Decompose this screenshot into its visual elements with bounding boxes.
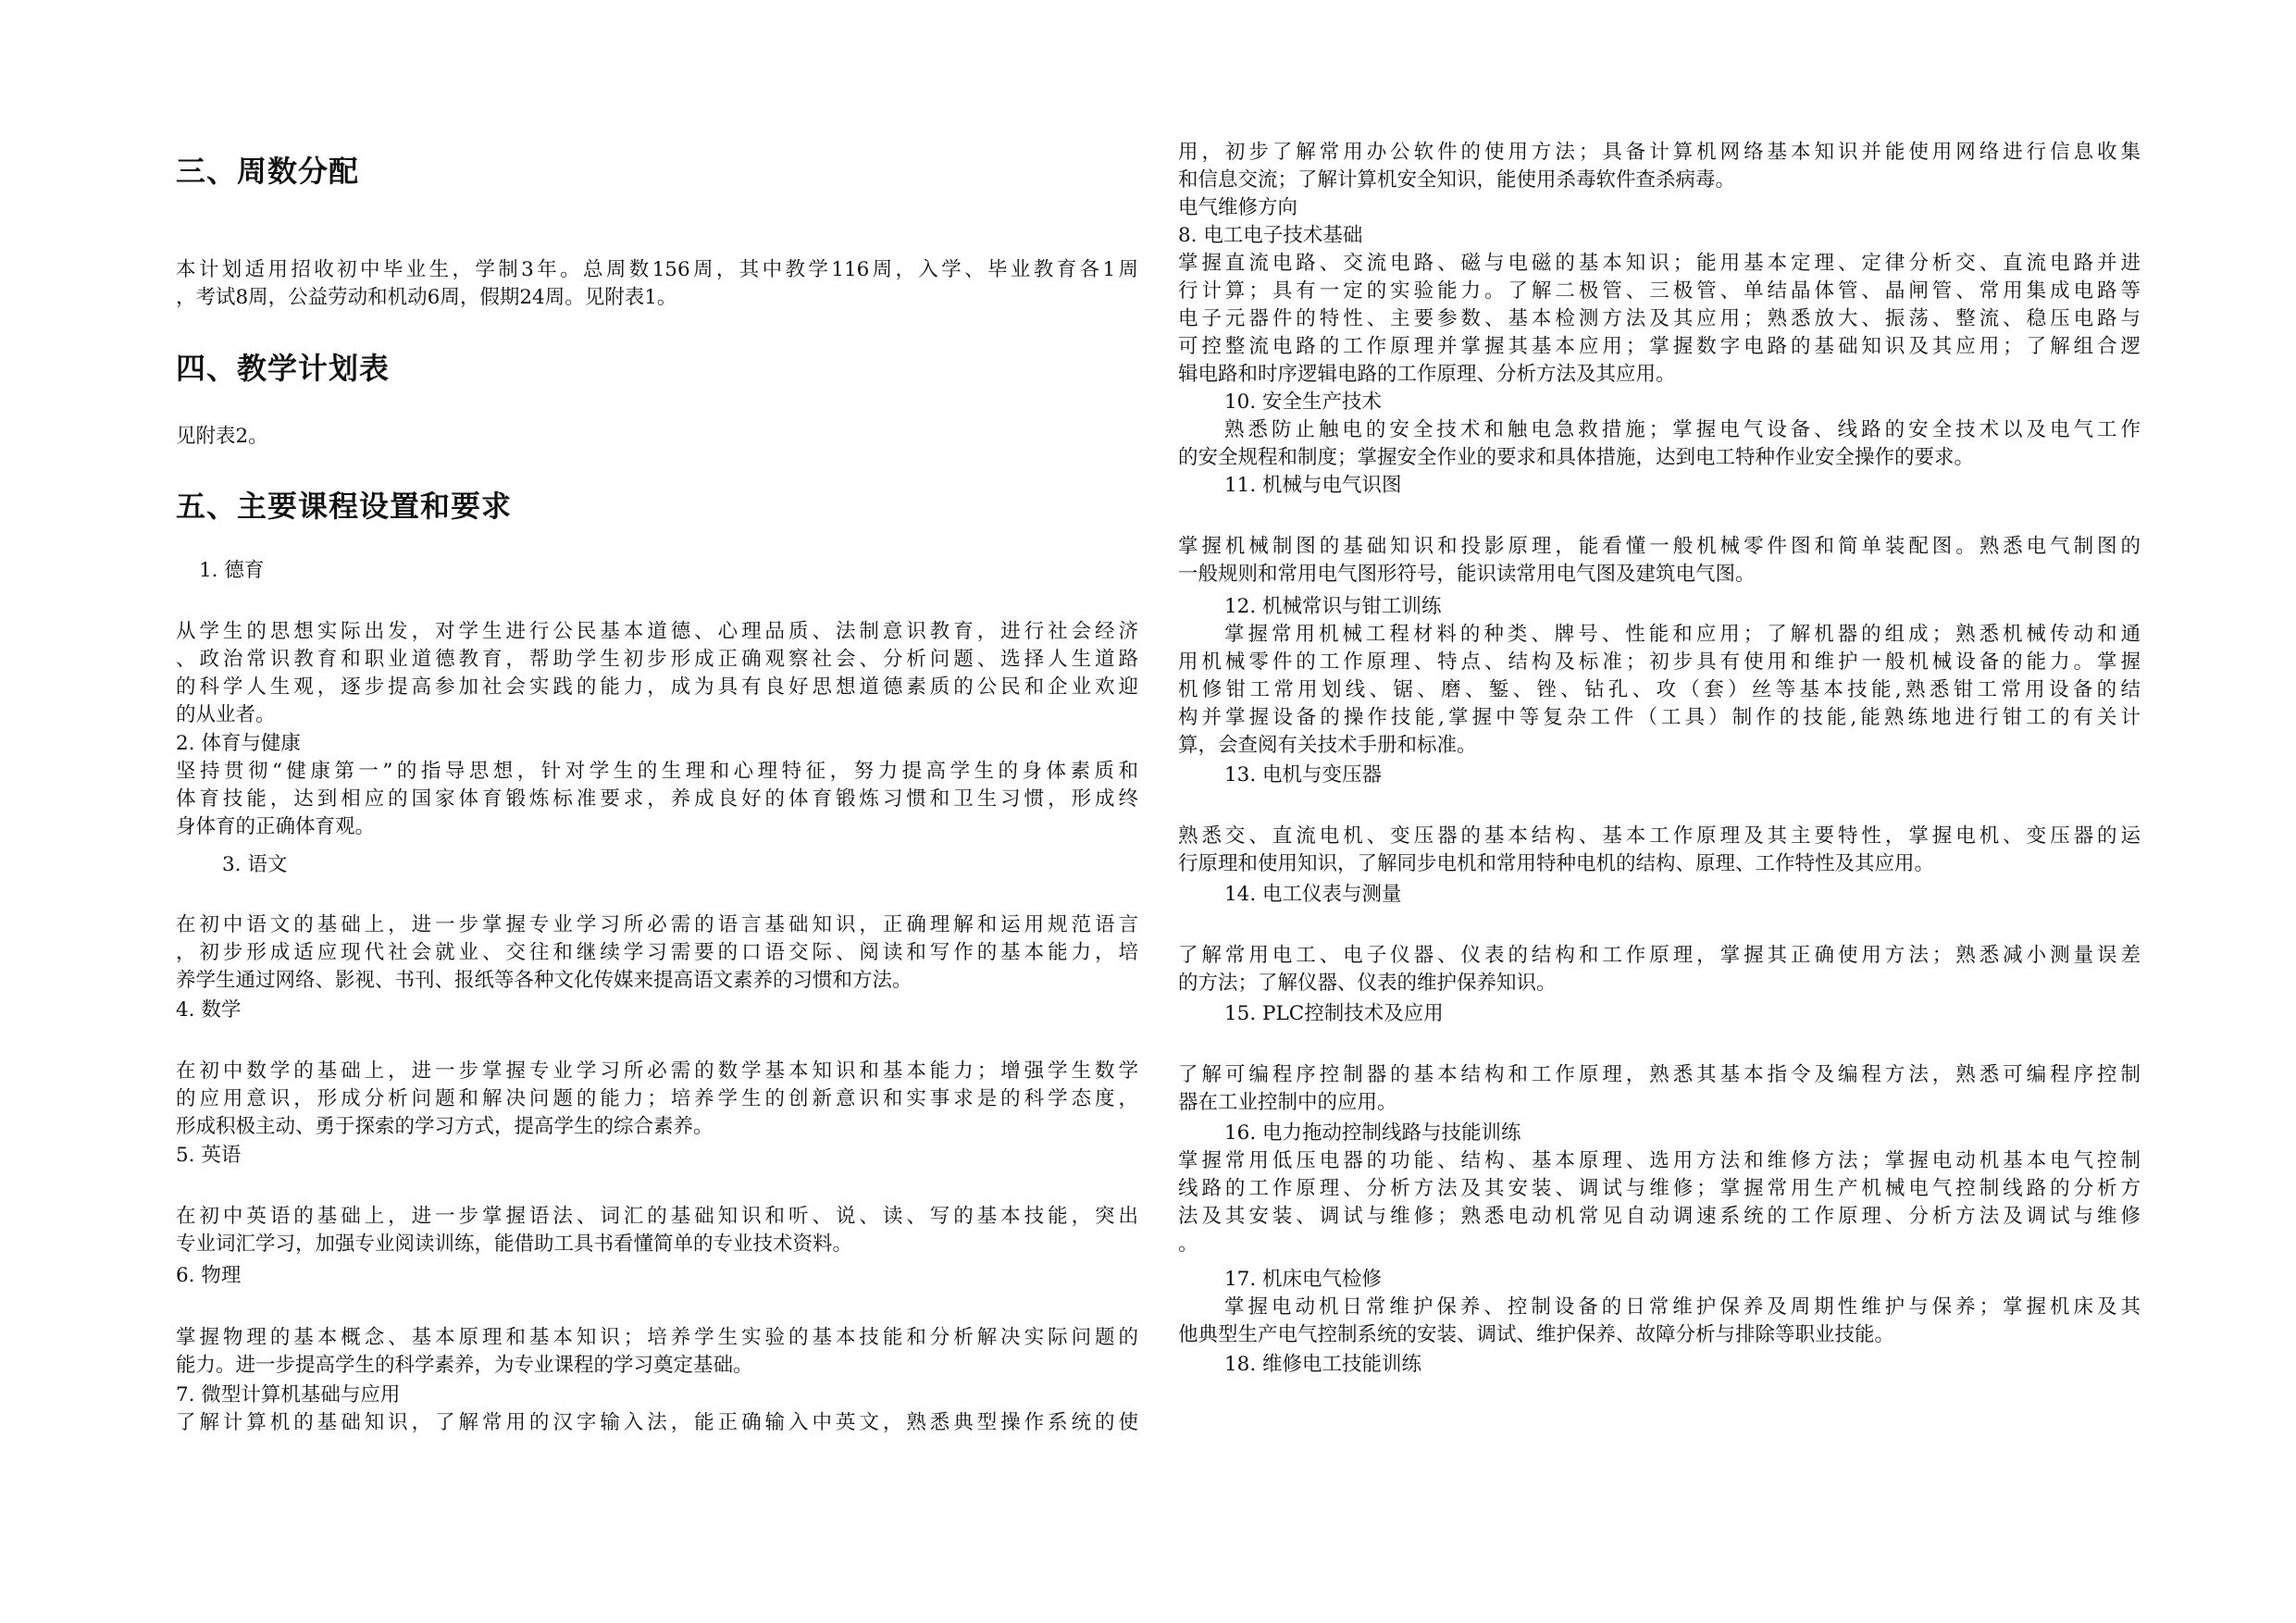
paragraph-line: 的科学人生观，逐步提高参加社会实践的能力，成为具有良好思想道德素质的公民和企业欢迎 — [176, 675, 1138, 699]
section-3-heading: 三、周数分配 — [176, 154, 360, 189]
paragraph-line: 能力。进一步提高学生的科学素养，为专业课程的学习奠定基础。 — [176, 1354, 753, 1377]
paragraph-line: 在初中数学的基础上，进一步掌握专业学习所必需的数学基本知识和基本能力；增强学生数学 — [176, 1059, 1138, 1083]
course-title: 1. 德育 — [199, 559, 265, 582]
section-5-heading: 五、主要课程设置和要求 — [176, 489, 513, 524]
paragraph-line: 熟悉防止触电的安全技术和触电急救措施；掌握电气设备、线路的安全技术以及电气工作 — [1224, 418, 2141, 441]
direction-label: 电气维修方向 — [1178, 196, 1298, 219]
paragraph-line: 器在工业控制中的应用。 — [1178, 1091, 1397, 1114]
course-title: 8. 电工电子技术基础 — [1178, 224, 1363, 247]
course-title: 7. 微型计算机基础与应用 — [176, 1383, 401, 1406]
paragraph-line: 的应用意识，形成分析问题和解决问题的能力；培养学生的创新意识和实事求是的科学态度， — [176, 1087, 1138, 1110]
course-title: 5. 英语 — [176, 1144, 242, 1167]
paragraph-line: 见附表2。 — [176, 425, 268, 448]
paragraph-line: 和信息交流；了解计算机安全知识，能使用杀毒软件查杀病毒。 — [1178, 168, 1736, 192]
paragraph-line: 了解常用电工、电子仪器、仪表的结构和工作原理，掌握其正确使用方法；熟悉减小测量误差 — [1178, 944, 2141, 967]
course-title: 18. 维修电工技能训练 — [1224, 1353, 1422, 1376]
paragraph-line: 掌握物理的基本概念、基本原理和基本知识；培养学生实验的基本技能和分析解决实际问题的 — [176, 1326, 1138, 1349]
paragraph-line: 体育技能，达到相应的国家体育锻炼标准要求，养成良好的体育锻炼习惯和卫生习惯，形成终 — [176, 787, 1138, 811]
course-title: 6. 物理 — [176, 1264, 242, 1287]
paragraph-line: ，考试8周，公益劳动和机动6周，假期24周。见附表1。 — [176, 286, 677, 309]
paragraph-line: 了解可编程序控制器的基本结构和工作原理，熟悉其基本指令及编程方法，熟悉可编程序控制 — [1178, 1063, 2141, 1086]
paragraph-line: 机修钳工常用划线、锯、磨、錾、锉、钻孔、攻（套）丝等基本技能,熟悉钳工常用设备的结 — [1178, 678, 2141, 701]
course-title: 16. 电力拖动控制线路与技能训练 — [1224, 1121, 1521, 1145]
paragraph-line: 专业词汇学习，加强专业阅读训练，能借助工具书看懂简单的专业技术资料。 — [176, 1233, 853, 1256]
course-title: 12. 机械常识与钳工训练 — [1224, 595, 1442, 618]
paragraph-line: ，初步形成适应现代社会就业、交往和继续学习需要的口语交际、阅读和写作的基本能力，培 — [176, 941, 1138, 964]
paragraph-line: 掌握机械制图的基础知识和投影原理，能看懂一般机械零件图和简单装配图。熟悉电气制图的 — [1178, 535, 2141, 558]
paragraph-line: 的方法；了解仪器、仪表的维护保养知识。 — [1178, 972, 1557, 995]
paragraph-line: 可控整流电路的工作原理并掌握其基本应用；掌握数字电路的基础知识及其应用；了解组合逻 — [1178, 335, 2141, 358]
course-title: 17. 机床电气检修 — [1224, 1268, 1383, 1291]
course-title: 11. 机械与电气识图 — [1224, 474, 1402, 497]
paragraph-line: 他典型生产电气控制系统的安装、调试、维护保养、故障分析与排除等职业技能。 — [1178, 1323, 1895, 1346]
paragraph-line: 在初中语文的基础上，进一步掌握专业学习所必需的语言基础知识，正确理解和运用规范语言 — [176, 913, 1138, 936]
paragraph-line: 的从业者。 — [176, 703, 276, 726]
course-title: 3. 语文 — [222, 853, 288, 876]
course-title: 4. 数学 — [176, 998, 242, 1022]
course-title: 2. 体育与健康 — [176, 732, 301, 755]
section-4-heading: 四、教学计划表 — [176, 351, 391, 386]
paragraph-line: 用，初步了解常用办公软件的使用方法；具备计算机网络基本知识并能使用网络进行信息收集 — [1178, 141, 2141, 164]
course-title: 13. 电机与变压器 — [1224, 763, 1383, 787]
paragraph-line: 本计划适用招收初中毕业生，学制3年。总周数156周，其中教学116周，入学、毕业教育各1周 — [176, 258, 1138, 281]
paragraph-line: 行计算；具有一定的实验能力。了解二极管、三极管、单结晶体管、晶闸管、常用集成电路等 — [1178, 279, 2141, 303]
paragraph-line: 熟悉交、直流电机、变压器的基本结构、基本工作原理及其主要特性，掌握电机、变压器的运 — [1178, 824, 2141, 848]
paragraph-line: 从学生的思想实际出发，对学生进行公民基本道德、心理品质、法制意识教育，进行社会经济 — [176, 620, 1138, 643]
paragraph-line: 线路的工作原理、分析方法及其安装、调试与维修；掌握常用生产机械电气控制线路的分析方 — [1178, 1177, 2141, 1200]
paragraph-line: 电子元器件的特性、主要参数、基本检测方法及其应用；熟悉放大、振荡、整流、稳压电路与 — [1178, 307, 2141, 330]
paragraph-line: 、政治常识教育和职业道德教育，帮助学生初步形成正确观察社会、分析问题、选择人生道路 — [176, 648, 1138, 671]
paragraph-line: 在初中英语的基础上，进一步掌握语法、词汇的基础知识和听、说、读、写的基本技能，突出 — [176, 1205, 1138, 1228]
paragraph-line: 算，会查阅有关技术手册和标准。 — [1178, 734, 1477, 757]
paragraph-line: 了解计算机的基础知识，了解常用的汉字输入法，能正确输入中英文，熟悉典型操作系统的使 — [176, 1411, 1138, 1434]
paragraph-line: 掌握常用低压电器的功能、结构、基本原理、选用方法和维修方法；掌握电动机基本电气控制 — [1178, 1149, 2141, 1172]
course-title: 15. PLC控制技术及应用 — [1224, 1002, 1444, 1025]
paragraph-line: 辑电路和时序逻辑电路的工作原理、分析方法及其应用。 — [1178, 363, 1676, 386]
paragraph-line: 行原理和使用知识，了解同步电机和常用特种电机的结构、原理、工作特性及其应用。 — [1178, 852, 1935, 875]
paragraph-line: 的安全规程和制度；掌握安全作业的要求和具体措施，达到电工特种作业安全操作的要求。 — [1178, 446, 1975, 469]
course-title: 10. 安全生产技术 — [1224, 390, 1383, 414]
paragraph-line: 构并掌握设备的操作技能,掌握中等复杂工件（工具）制作的技能,能熟练地进行钳工的有关计 — [1178, 706, 2141, 729]
paragraph-line: 身体育的正确体育观。 — [176, 815, 376, 838]
paragraph-line: 用机械零件的工作原理、特点、结构及标准；初步具有使用和维护一般机械设备的能力。掌握 — [1178, 650, 2141, 674]
paragraph-line: 。 — [1178, 1233, 1198, 1256]
paragraph-line: 掌握常用机械工程材料的种类、牌号、性能和应用；了解机器的组成；熟悉机械传动和通 — [1224, 623, 2141, 646]
paragraph-line: 坚持贯彻“健康第一”的指导思想，针对学生的生理和心理特征，努力提高学生的身体素质和 — [176, 760, 1138, 783]
paragraph-line: 养学生通过网络、影视、书刊、报纸等各种文化传媒来提高语文素养的习惯和方法。 — [176, 969, 912, 992]
paragraph-line: 法及其安装、调试与维修；熟悉电动机常见自动调速系统的工作原理、分析方法及调试与维修 — [1178, 1205, 2141, 1228]
paragraph-line: 掌握直流电路、交流电路、磁与电磁的基本知识；能用基本定理、定律分析交、直流电路并进 — [1178, 252, 2141, 275]
paragraph-line: 形成积极主动、勇于探索的学习方式，提高学生的综合素养。 — [176, 1115, 714, 1138]
paragraph-line: 掌握电动机日常维护保养、控制设备的日常维护保养及周期性维护与保养；掌握机床及其 — [1224, 1295, 2141, 1319]
paragraph-line: 一般规则和常用电气图形符号，能识读常用电气图及建筑电气图。 — [1178, 563, 1756, 586]
course-title: 14. 电工仪表与测量 — [1224, 883, 1402, 906]
